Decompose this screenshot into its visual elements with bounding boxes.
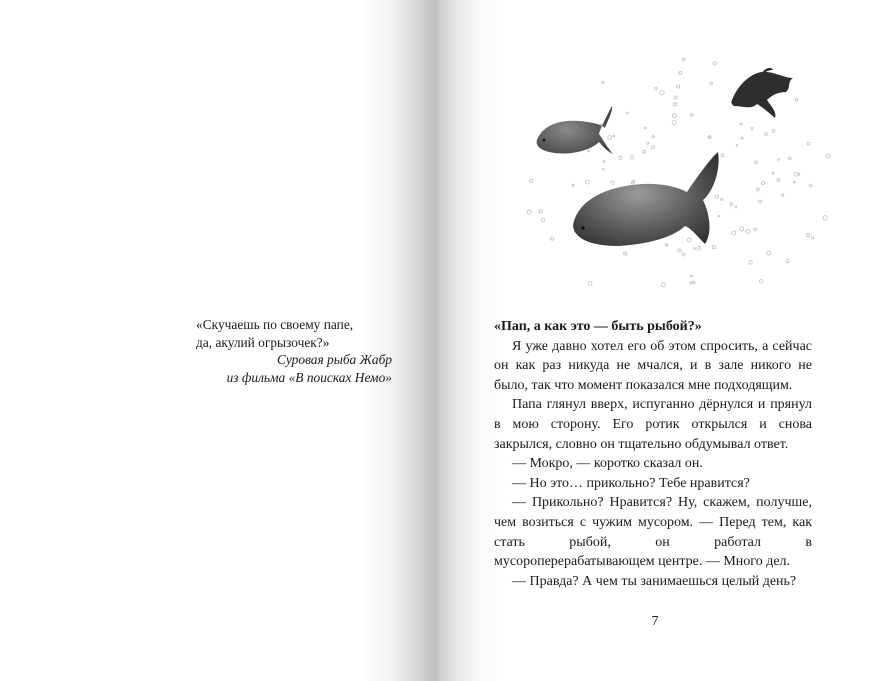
bubble: [603, 160, 605, 162]
bubble: [613, 135, 615, 137]
bubble: [619, 156, 622, 159]
bubble: [715, 195, 718, 198]
page-number: 7: [651, 614, 659, 629]
bubble: [588, 150, 590, 152]
paragraph: — Мокро, — коротко сказал он.: [512, 456, 703, 472]
bubble: [527, 210, 531, 214]
bubble: [754, 228, 757, 231]
bubble: [713, 62, 716, 65]
bubble: [630, 155, 634, 159]
bubble: [697, 246, 701, 250]
bubble: [765, 133, 768, 136]
bubble: [789, 157, 792, 160]
bubble: [603, 168, 605, 170]
bubble: [746, 229, 750, 233]
bubble: [652, 146, 655, 149]
paragraph: — Прикольно? Нравится? Ну, скажем, получше, чем возиться с чужим мусором. — Перед тем, как стать рыбой, он работал в мусороперерабатывающем центре. — Много дел.: [494, 495, 812, 570]
bubble: [687, 238, 691, 242]
bubble: [672, 114, 676, 118]
bubble: [690, 275, 692, 277]
bubble: [718, 215, 720, 217]
bubbles: [527, 58, 830, 287]
bubble: [807, 234, 810, 237]
bubble: [673, 103, 676, 106]
bubble: [751, 128, 753, 130]
paragraph: — Но это… прикольно? Тебе нравится?: [512, 475, 750, 491]
epigraph: [196, 316, 392, 386]
body-text: [494, 317, 812, 591]
bubble: [721, 198, 723, 200]
bubble: [721, 154, 724, 157]
bubble: [793, 181, 795, 183]
bubble: [643, 150, 646, 153]
bubble: [749, 261, 753, 265]
bubble: [611, 181, 614, 184]
bubble: [627, 112, 629, 114]
bubble: [644, 127, 646, 129]
bubble: [682, 58, 685, 61]
epigraph-attribution: Суровая рыба Жабр: [276, 352, 392, 367]
bubble: [674, 96, 677, 99]
bubble: [757, 188, 760, 191]
bubble: [672, 121, 676, 125]
bubble: [812, 237, 814, 239]
bubble: [652, 136, 654, 138]
bubble: [795, 98, 798, 101]
bubble: [682, 253, 685, 256]
bubble: [677, 85, 680, 88]
paragraph: Я уже давно хотел его об этом спросить, а сейчас он как раз никуда не мчался, и в зале никого не было, так что момент показался мне подходящим.: [494, 338, 812, 393]
bubble: [823, 216, 827, 220]
bubble: [772, 172, 774, 174]
bubble: [777, 179, 780, 182]
bubble: [665, 244, 667, 246]
bubble: [772, 130, 775, 133]
bubble: [794, 172, 798, 176]
bubble: [539, 210, 542, 213]
fish-icon: [537, 106, 613, 154]
bubble: [741, 137, 743, 139]
bubble: [740, 123, 742, 125]
bubble: [661, 283, 665, 287]
bubble: [588, 281, 592, 285]
bubble: [826, 154, 830, 158]
bubble: [655, 87, 657, 89]
epigraph-quote-line: «Скучаешь по своему папе,: [196, 317, 354, 332]
bubble: [782, 194, 784, 196]
bubble: [691, 114, 694, 117]
paragraph: «Пап, а как это — быть рыбой?»: [494, 319, 702, 334]
bubble: [710, 82, 712, 84]
bubble: [767, 251, 771, 255]
goldfish-icon: [731, 68, 793, 118]
bubble: [530, 179, 533, 182]
bubble: [624, 252, 627, 255]
bubble: [762, 181, 765, 184]
bubble: [572, 184, 574, 186]
bubble: [740, 227, 744, 231]
bubble: [760, 280, 763, 283]
bubble: [735, 206, 737, 208]
fish-icon: [573, 152, 719, 246]
bubble: [551, 237, 554, 240]
bubble: [541, 218, 545, 222]
bubble: [631, 182, 634, 185]
bubble: [585, 180, 589, 184]
bubble: [678, 249, 681, 252]
bubble: [679, 71, 682, 74]
epigraph-quote-line: да, акулий огрызочек?»: [196, 334, 330, 350]
epigraph-attribution: из фильма «В поисках Немо»: [226, 369, 392, 385]
bubble: [694, 248, 696, 250]
paragraph: — Правда? А чем ты занимаешься целый день?: [512, 573, 797, 589]
bubble: [736, 144, 738, 146]
fish-illustration: [515, 40, 845, 310]
bubble: [647, 142, 649, 144]
bubble: [693, 281, 695, 283]
bubble: [660, 91, 664, 95]
bubble: [809, 184, 812, 187]
bubble: [778, 159, 780, 161]
paragraph: Папа глянул вверх, испуганно дёрнулся и прянул в мою сторону. Его ротик открылся и снова закрылся, словно он тщательно обдумывал ответ.: [494, 397, 812, 452]
bubble: [758, 200, 761, 203]
bubble: [712, 245, 715, 248]
left-page: [0, 0, 437, 681]
bubble: [732, 231, 736, 235]
bubble: [798, 173, 800, 175]
bubble: [608, 136, 612, 140]
bubble: [690, 282, 692, 284]
bubble: [730, 203, 733, 206]
bubble: [786, 259, 789, 262]
bubble: [602, 81, 604, 83]
bubble: [807, 142, 810, 145]
bubble: [755, 161, 758, 164]
